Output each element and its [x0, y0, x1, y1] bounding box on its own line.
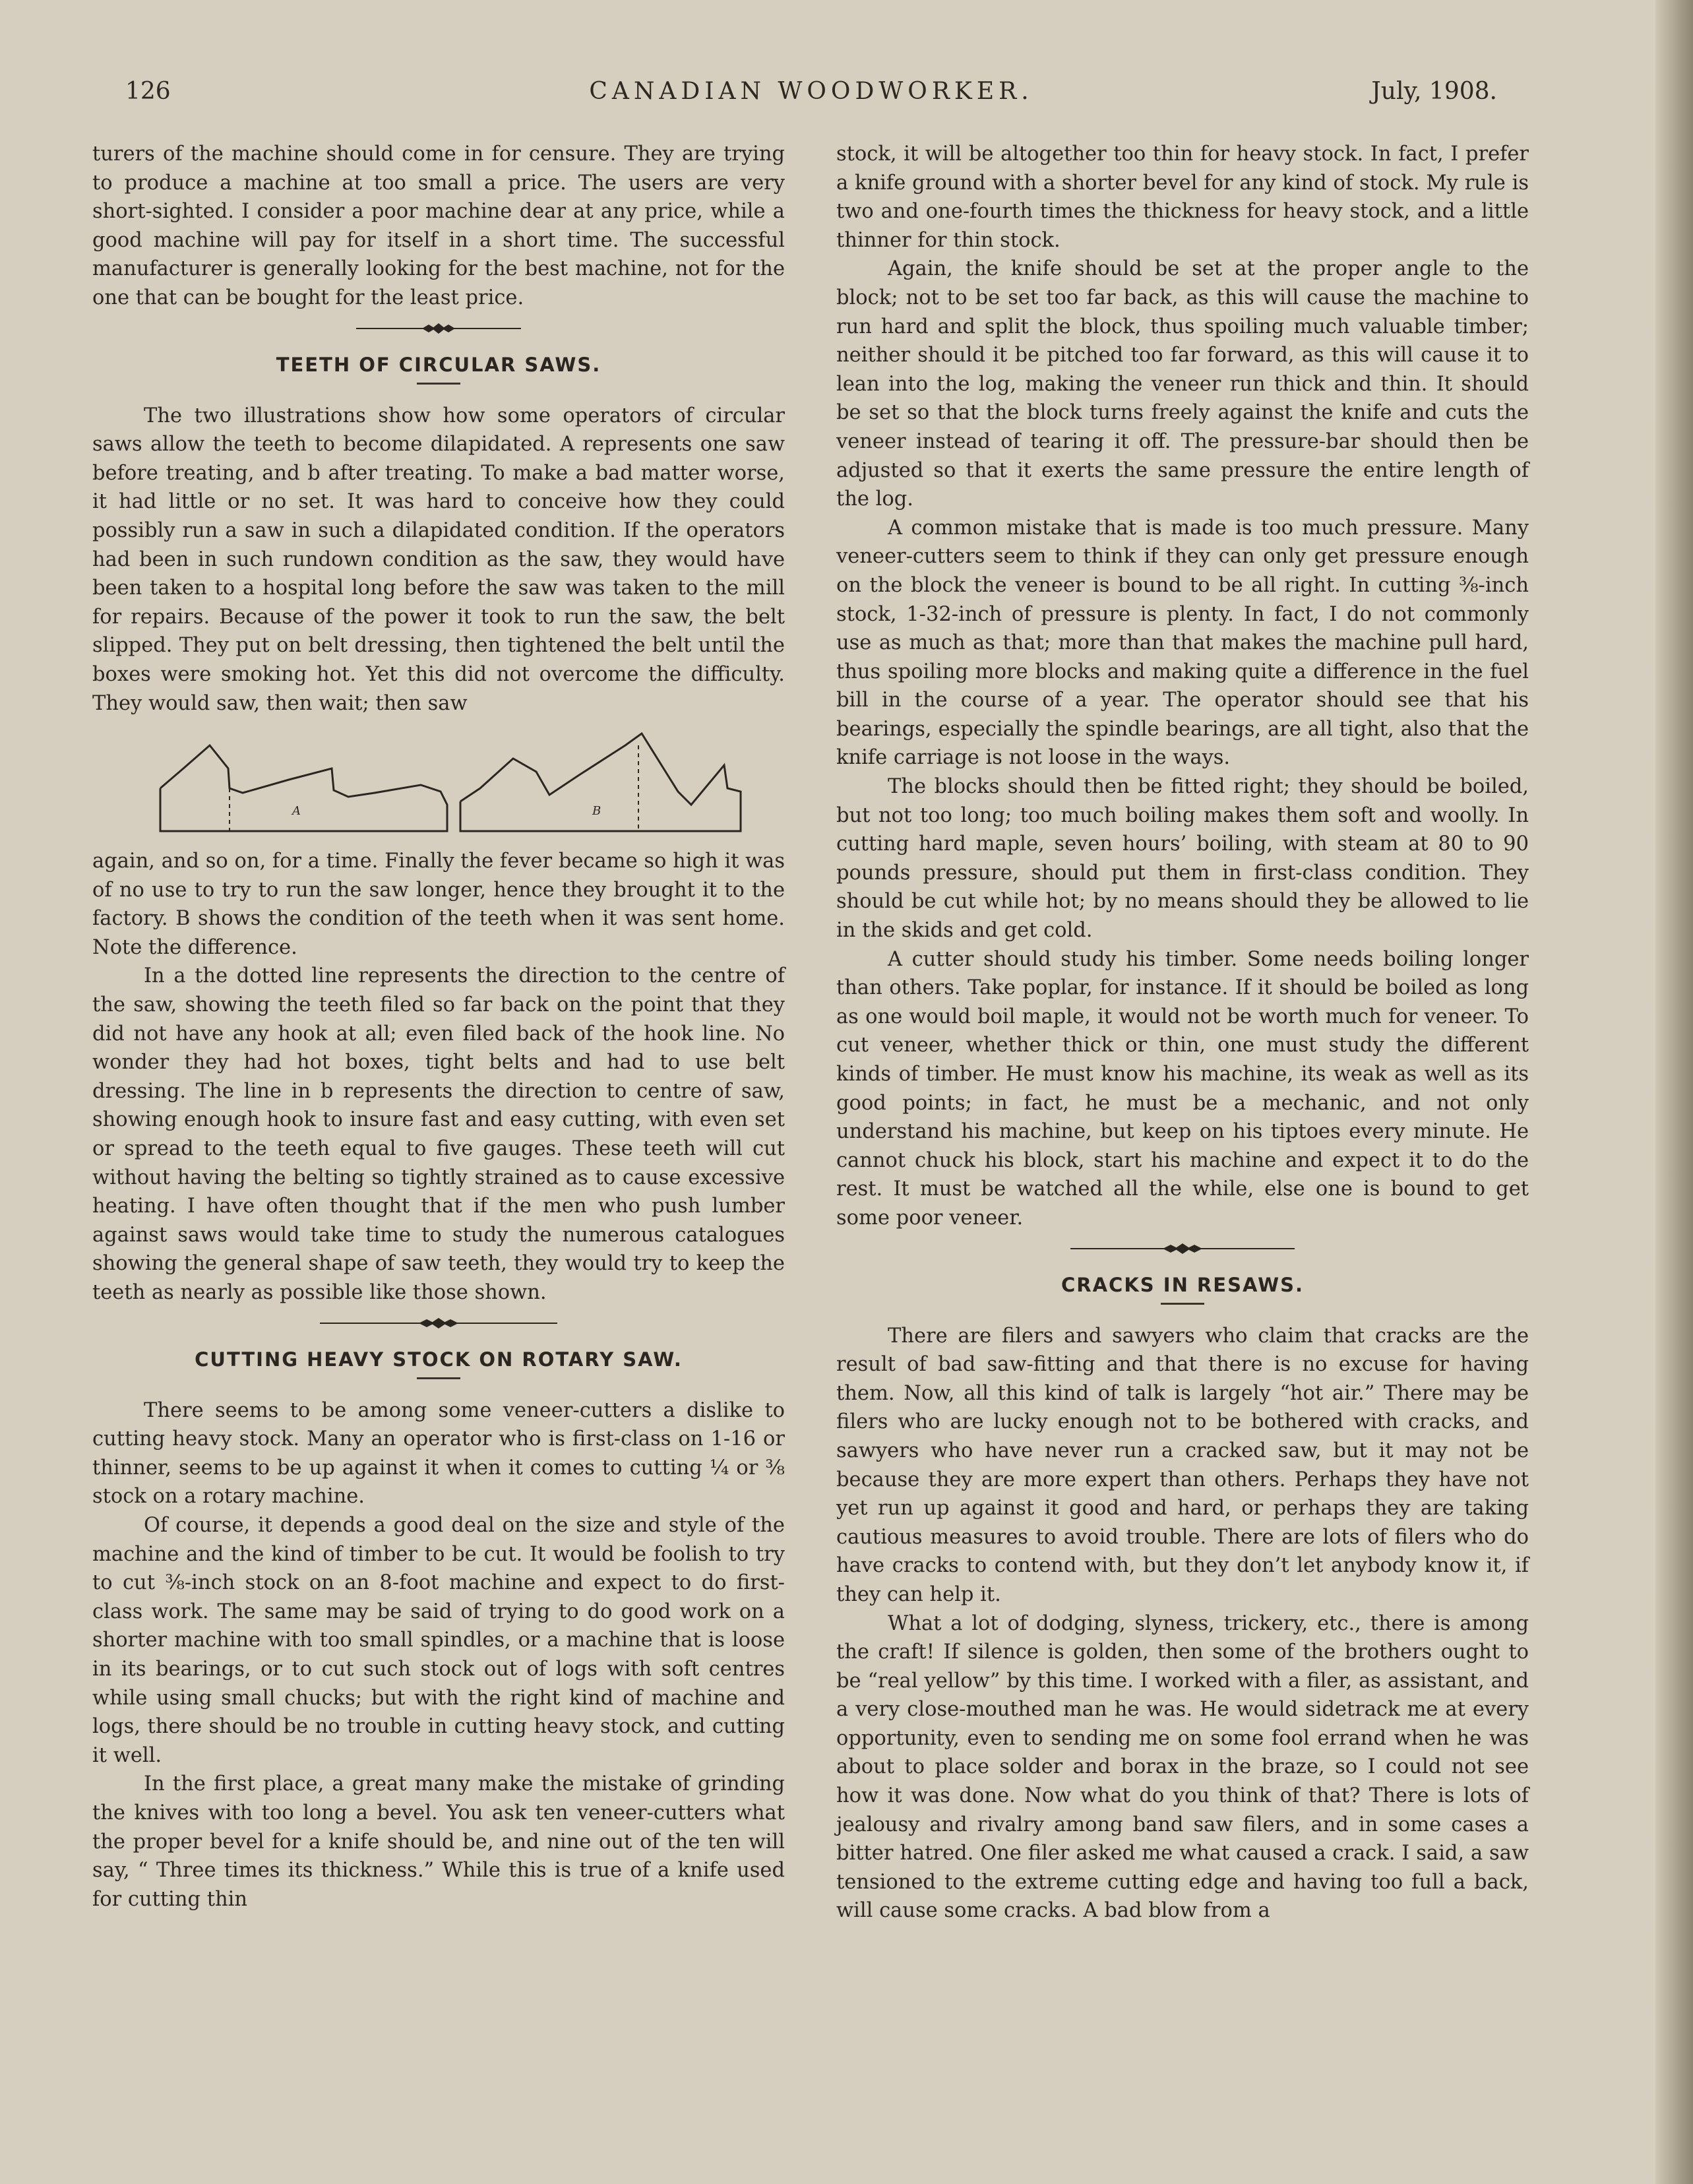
paragraph: stock, it will be altogether too thin for heavy stock. In fact, I prefer a knife ground with a shorter bevel for any kind of stock. My rule is two and one-fourth times the thickness for heavy stock, and a little thinner for thin stock. [836, 142, 1529, 252]
heading-rule [417, 1377, 460, 1379]
figure-label-b: B [592, 804, 601, 819]
section-heading-cracks: CRACKS IN RESAWS. [1061, 1273, 1304, 1296]
ornament-divider [1070, 1242, 1295, 1255]
figure-label-a: A [292, 804, 301, 819]
heading-rule [417, 383, 460, 385]
paragraph: again, and so on, for a time. Finally the fever became so high it was of no use to try to run the saw longer, hence they brought it to the factory. B shows the condition of the teeth when it was sent home. Note the difference. [92, 850, 785, 959]
section-heading-teeth: TEETH OF CIRCULAR SAWS. [276, 353, 601, 376]
saw-b-diagram [460, 733, 741, 831]
ornament-divider [356, 322, 521, 335]
heading-rule [1161, 1303, 1204, 1305]
left-column [92, 140, 785, 1914]
paragraph: There seems to be among some veneer-cutters a dislike to cutting heavy stock. Many an operator who is first-class on 1-16 or thinner, seems to be up against it when it comes to cutting ¼ or ⅜ stock on a rotary machine. [92, 1398, 785, 1509]
running-header [125, 78, 1497, 117]
right-column [836, 140, 1529, 1925]
paragraph: In the first place, a great many make the mistake of grinding the knives with too long a bevel. You ask ten veneer-cutters what the proper bevel for a knife should be, and nine out of the ten will say, “ Three times its thickness.” While this is true of a knife used for cutting thin [92, 1772, 785, 1911]
paragraph: The blocks should then be fitted right; they should be boiled, but not too long; too much boiling makes them soft and woolly. In cutting hard maple, seven hours’ boiling, with steam at 80 to 90 pounds pressure, should put them in first-class condition. They should be cut while hot; by no means should they be allowed to lie in the skids and get cold. [836, 775, 1529, 943]
issue-date: July, 1908. [1371, 78, 1497, 105]
saw-a-diagram [160, 745, 447, 831]
ornament-divider [320, 1317, 557, 1330]
paragraph: turers of the machine should come in for censure. They are trying to produce a machine at too small a price. The users are very short-sighted. I consider a poor machine dear at any price, while a good machine will pay for itself in a short time. The successful manufacturer is generally looking for the best machine, not for the one that can be bought for the least price. [92, 142, 785, 309]
paragraph: The two illustrations show how some operators of circular saws allow the teeth to become dilapidated. A represents one saw before treating, and b after treating. To make a bad matter worse, it had little or no set. It was hard to conceive how they could possibly run a saw in such a dilapidated condition. If the operators had been in such rundown condition as the saw, they would have been taken to a hospital long before the saw was taken to the mill for repairs. Because of the power it took to run the saw, the belt slipped. They put on belt dressing, then tightened the belt until the boxes were smoking hot. Yet this did not overcome the difficulty. They would saw, then wait; then saw [92, 404, 785, 715]
paragraph: A common mistake that is made is too much pressure. Many veneer-cutters seem to think if they can only get pressure enough on the block the veneer is bound to be all right. In cutting ⅜-inch stock, 1-32-inch of pressure is plenty. In fact, I do not commonly use as much as that; more than that makes the machine pull hard, thus spoiling more blocks and making quite a difference in the fuel bill in the course of a year. The operator should see that his bearings, especially the spindle bearings, are all tight, also that the knife carriage is not loose in the ways. [836, 516, 1529, 770]
section-heading-cutting: CUTTING HEAVY STOCK ON ROTARY SAW. [195, 1348, 683, 1371]
paragraph: Of course, it depends a good deal on the size and style of the machine and the kind of timber to be cut. It would be foolish to try to cut ⅜-inch stock on an 8-foot machine and expect to do first-class work. The same may be said of trying to do good work on a shorter machine with too small spindles, or a machine that is loose in its bearings, or to cut such stock out of logs with soft centres while using small chucks; but with the right kind of machine and logs, there should be no trouble in cutting heavy stock, and cutting it well. [92, 1513, 785, 1767]
paragraph: What a lot of dodging, slyness, trickery, etc., there is among the craft! If silence is golden, then some of the brothers ought to be “real yellow” by this time. I worked with a filer, as assistant, and a very close-mouthed man he was. He would sidetrack me at every opportunity, even to sending me on some fool errand when he was about to place solder and borax in the braze, so I could not see how it was done. Now what do you think of that? There is lots of jealousy and rivalry among band saw filers, and in some cases a bitter hatred. One filer asked me what caused a crack. I said, a saw tensioned to the extreme cutting edge and having too full a back, will cause some cracks. A bad blow from a [836, 1611, 1529, 1923]
page-number: 126 [125, 78, 171, 105]
paragraph: In a the dotted line represents the direction to the centre of the saw, showing the teeth filed so far back on the point that they did not have any hook at all; even filed back of the hook line. No wonder they had hot boxes, tight belts and had to use belt dressing. The line in b represents the direction to centre of saw, showing enough hook to insure fast and easy cutting, with even set or spread to the teeth equal to five gauges. These teeth will cut without having the belting so tightly strained as to cause excessive heating. I have often thought that if the men who push lumber against saws would take time to study the numerous catalogues showing the general shape of saw teeth, they would try to keep the teeth as nearly as possible like those shown. [92, 964, 785, 1304]
publication-title: CANADIAN WOODWORKER. [589, 78, 1033, 105]
saw-teeth-figure [157, 732, 751, 838]
paragraph: There are filers and sawyers who claim that cracks are the result of bad saw-fitting and that there is no excuse for having them. Now, all this kind of talk is largely “hot air.” There may be filers who are lucky enough not to be bothered with cracks, and sawyers who have never run a cracked saw, but it may not be because they are more expert than others. Perhaps they have not yet run up against it good and hard, or perhaps they are taking cautious measures to avoid trouble. There are lots of filers who do have cracks to contend with, but they don’t let anybody know it, if they can help it. [836, 1324, 1529, 1606]
binding-edge [1655, 0, 1693, 2184]
paragraph: Again, the knife should be set at the proper angle to the block; not to be set too far back, as this will cause the machine to run hard and split the block, thus spoiling much valuable timber; neither should it be pitched too far forward, as this will cause it to lean into the log, making the veneer run thick and thin. It should be set so that the block turns freely against the knife and cuts the veneer instead of tearing it off. The pressure-bar should then be adjusted so that it exerts the same pressure the entire length of the log. [836, 257, 1529, 511]
paragraph: A cutter should study his timber. Some needs boiling longer than others. Take poplar, for instance. If it should be boiled as long as one would boil maple, it would not be worth much for veneer. To cut veneer, whether thick or thin, one must study the different kinds of timber. He must know his machine, its weak as well as its good points; in fact, he must be a mechanic, and not only understand his machine, but keep on his tiptoes every minute. He cannot chuck his block, start his machine and expect it to do the rest. It must be watched all the while, else one is bound to get some poor veneer. [836, 947, 1529, 1230]
